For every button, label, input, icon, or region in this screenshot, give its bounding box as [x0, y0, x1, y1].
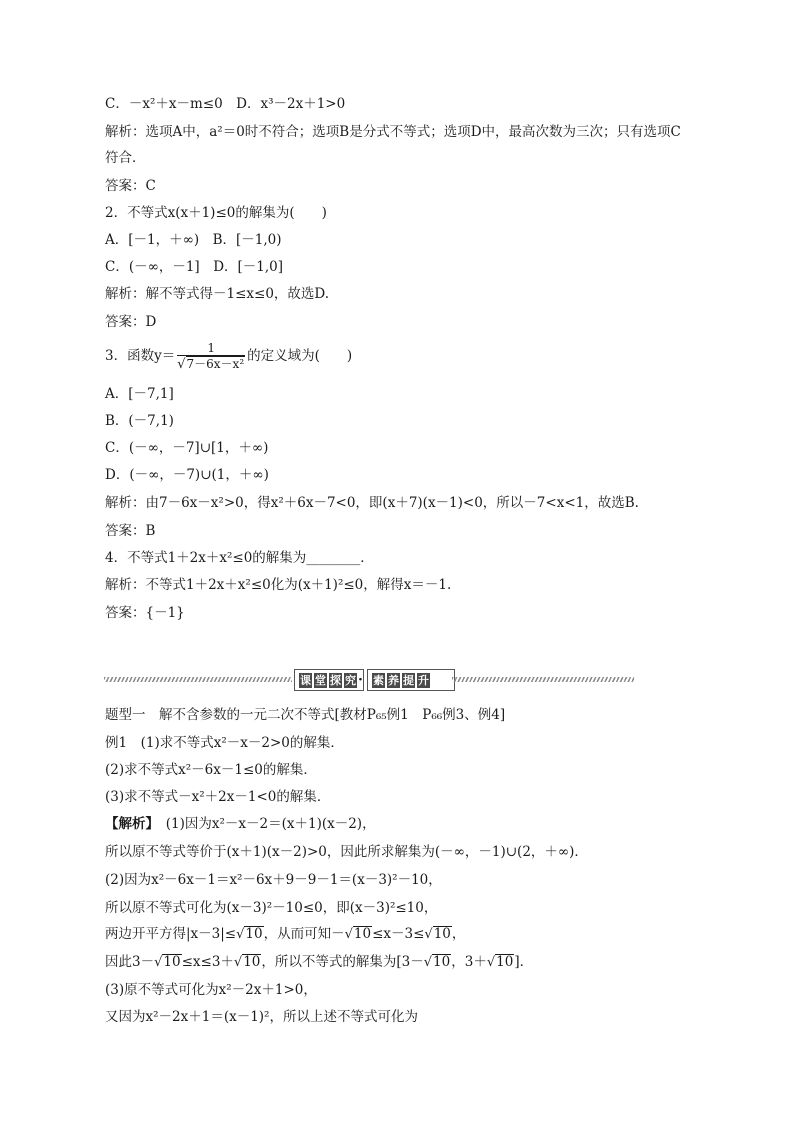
q2-options-ab: A．[－1，＋∞) B．[－1,0)	[105, 232, 282, 248]
sqrt-sign: √	[177, 357, 186, 372]
text-run: 两边开平方得|x－3|≤	[105, 926, 237, 942]
example-1-part1: 例1 (1)求不等式x²－x－2>0的解集．	[105, 735, 344, 751]
solution-line4: 所以原不等式可化为(x－3)²－10≤0，即(x－3)²≤10，	[105, 900, 438, 916]
analysis-q4: 解析：不等式1＋2x＋x²≤0化为(x＋1)²≤0，解得x＝－1.	[105, 577, 452, 593]
q3-option-b: B．(－7,1)	[105, 413, 174, 429]
example-1-part2: (2)求不等式x²－6x－1≤0的解集．	[105, 762, 317, 778]
answer-q1: 答案：C	[105, 178, 156, 194]
question-4: 4．不等式1＋2x＋x²≤0的解集为________．	[105, 550, 374, 566]
banner-char: 升	[418, 673, 429, 687]
answer-q4: 答案：{－1}	[105, 605, 185, 621]
sqrt-sign: √	[154, 955, 163, 970]
radicand: 10	[163, 954, 181, 970]
analysis-q3: 解析：由7－6x－x²>0，得x²＋6x－7<0，即(x＋7)(x－1)<0，所以－7<x<1，故选B.	[105, 495, 639, 511]
banner-char: 课	[300, 673, 311, 687]
solution-label: 【解析】	[105, 816, 153, 832]
q3-denominator	[177, 356, 245, 372]
option-c-d: C．－x²＋x－m≤0 D．x³－2x＋1>0	[105, 96, 346, 112]
text-run: 因此3－	[105, 954, 155, 970]
sqrt-sign: √	[423, 955, 433, 970]
sqrt-sign: √	[424, 927, 433, 942]
q3-option-c: C．(－∞，－7]∪[1，＋∞)	[105, 440, 269, 456]
q3-numerator: 1	[177, 341, 245, 356]
question-2: 2．不等式x(x＋1)≤0的解集为( )	[105, 205, 327, 221]
banner-dot: ·	[358, 672, 363, 688]
sqrt-sign: √	[236, 927, 245, 942]
solution-line5	[105, 924, 734, 945]
q2-options-cd: C．(－∞，－1] D．[－1,0]	[105, 259, 284, 275]
banner-char: 素	[373, 673, 384, 687]
banner-box-literacy	[367, 669, 455, 691]
text-run: ，所以不等式的解集为[3－	[261, 954, 424, 970]
radicand: 10	[433, 954, 451, 970]
answer-q3: 答案：B	[105, 523, 156, 539]
banner-char: 堂	[315, 673, 326, 687]
text-run: ]．	[514, 954, 534, 970]
text-run: ，从而可知－	[263, 926, 345, 942]
radicand: 10	[496, 954, 514, 970]
solution-line3: (2)因为x²－6x－1＝x²－6x＋9－9－1＝(x－3)²－10，	[105, 872, 442, 888]
text-run: ，3＋	[451, 954, 487, 970]
radicand: 10	[243, 954, 261, 970]
sqrt-sign: √	[486, 955, 496, 970]
q3-prefix: 3．函数y＝	[105, 348, 176, 364]
text-run: ≤x≤3＋	[181, 954, 234, 970]
q3-radicand: 7－6x－x²	[186, 357, 245, 371]
radicand: 10	[245, 926, 263, 942]
solution-line2: 所以原不等式等价于(x＋1)(x－2)>0，因此所求解集为(－∞，－1)∪(2，＋∞)．	[105, 844, 588, 860]
q3-option-d: D．(－∞，－7)∪(1，＋∞)	[105, 467, 269, 483]
radicand: 10	[433, 926, 451, 942]
banner-hatch-right	[452, 677, 634, 682]
q3-fraction	[177, 341, 245, 372]
analysis-q2: 解析：解不等式得－1≤x≤0，故选D.	[105, 286, 330, 302]
radicand: 10	[353, 926, 372, 942]
text-run: ，	[451, 926, 466, 942]
q3-suffix: 的定义域为( )	[247, 348, 353, 364]
banner-box-explore	[294, 669, 364, 691]
solution-line1	[105, 814, 734, 834]
topic-heading: 题型一 解不含参数的一元二次不等式[教材P₆₅例1 P₆₆例3、例4]	[105, 707, 506, 723]
text-run: ≤x－3≤	[372, 926, 425, 942]
solution-line6	[105, 952, 734, 973]
solution-line8: 又因为x²－2x＋1＝(x－1)²，所以上述不等式可化为	[105, 1009, 418, 1025]
banner-hatch-left	[104, 677, 292, 682]
analysis-q1-line2: 符合．	[105, 150, 146, 166]
banner-char: 养	[388, 673, 399, 687]
banner-char: 提	[403, 673, 414, 687]
q3-option-a: A．[－7,1]	[105, 386, 174, 402]
question-3	[105, 340, 734, 372]
example-1-part3: (3)求不等式－x²＋2x－1<0的解集．	[105, 789, 331, 805]
section-banner	[104, 668, 634, 690]
analysis-q1-line1: 解析：选项A中，a²＝0时不符合；选项B是分式不等式；选项D中，最高次数为三次；只有选项C	[105, 124, 681, 140]
sqrt-sign: √	[233, 955, 243, 970]
banner-char: 究	[345, 673, 356, 687]
solution-line7: (3)原不等式可化为x²－2x＋1>0，	[105, 982, 317, 998]
banner-char: 探	[330, 673, 341, 687]
answer-q2: 答案：D	[105, 314, 157, 330]
solution-part1: (1)因为x²－x－2＝(x＋1)(x－2)，	[165, 816, 376, 832]
sqrt-sign: √	[344, 927, 353, 942]
